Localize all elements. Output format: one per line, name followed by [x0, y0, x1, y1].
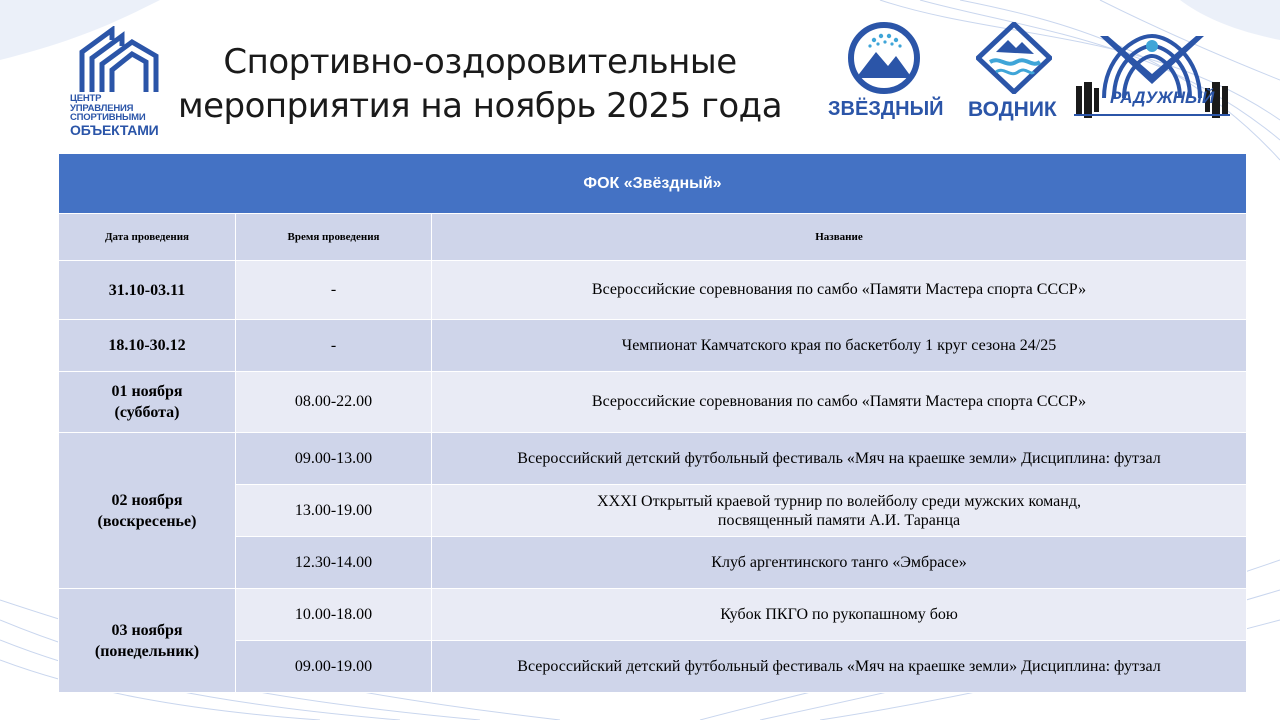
event-name-cell: Кубок ПКГО по рукопашному бою	[432, 589, 1247, 641]
raduzhny-logo	[1074, 28, 1230, 122]
time-cell: 10.00-18.00	[236, 589, 432, 641]
time-cell: -	[236, 261, 432, 320]
event-name-cell: Чемпионат Камчатского края по баскетболу 1 круг сезона 24/25	[432, 320, 1247, 372]
time-cell: 09.00-19.00	[236, 641, 432, 693]
table-row	[59, 372, 1247, 433]
schedule-table	[58, 153, 1247, 693]
event-name-cell: Всероссийский детский футбольный фестиваль «Мяч на краешке земли» Дисциплина: футзал	[432, 641, 1247, 693]
logo-caption-line1: ЦЕНТР УПРАВЛЕНИЯ	[70, 93, 134, 114]
event-name-cell: Клуб аргентинского танго «Эмбрасе»	[432, 537, 1247, 589]
table-row	[59, 641, 1247, 693]
table-row	[59, 433, 1247, 485]
zvezdny-wordmark: ЗВЁЗДНЫЙ	[828, 98, 944, 120]
date-cell: 31.10-03.11	[59, 261, 236, 320]
column-header-name: Название	[432, 214, 1247, 261]
table-row	[59, 589, 1247, 641]
time-cell: 13.00-19.00	[236, 485, 432, 537]
table-row	[59, 485, 1247, 537]
title-line1: Спортивно-оздоровительные	[223, 42, 737, 82]
table-row	[59, 261, 1247, 320]
time-cell: 08.00-22.00	[236, 372, 432, 433]
venue-title: ФОК «Звёздный»	[59, 154, 1247, 214]
center-management-logo	[70, 26, 162, 138]
column-header-time: Время проведения	[236, 214, 432, 261]
star-mountain-icon	[844, 22, 924, 94]
mountain-wave-icon	[976, 22, 1052, 94]
striped-arc-icon	[76, 26, 162, 94]
event-name-cell: Всероссийский детский футбольный фестиваль «Мяч на краешке земли» Дисциплина: футзал	[432, 433, 1247, 485]
event-name-cell: Всероссийские соревнования по самбо «Памяти Мастера спорта СССР»	[432, 261, 1247, 320]
date-cell: 03 ноября (понедельник)	[59, 589, 236, 693]
time-cell: -	[236, 320, 432, 372]
vodnik-logo	[966, 22, 1062, 122]
date-cell: 02 ноября (воскресенье)	[59, 433, 236, 589]
vodnik-wordmark: ВОДНИК	[968, 98, 1057, 121]
event-name-cell: Всероссийские соревнования по самбо «Памяти Мастера спорта СССР»	[432, 372, 1247, 433]
page-title	[160, 40, 800, 128]
logo-caption-line3: ОБЪЕКТАМИ	[70, 121, 159, 138]
time-cell: 12.30-14.00	[236, 537, 432, 589]
zvezdny-logo	[828, 22, 944, 122]
logo-caption-line2: СПОРТИВНЫМИ	[70, 112, 146, 123]
date-cell: 18.10-30.12	[59, 320, 236, 372]
table-row	[59, 320, 1247, 372]
title-line2: мероприятия на ноябрь 2025 года	[177, 86, 783, 126]
date-cell: 01 ноября (суббота)	[59, 372, 236, 433]
event-name-cell: XXXI Открытый краевой турнир по волейболу среди мужских команд, посвященный памяти А.И. Таранца	[432, 485, 1247, 537]
raduzhny-wordmark: РАДУЖНЫЙ	[1110, 88, 1215, 107]
table-row	[59, 537, 1247, 589]
time-cell: 09.00-13.00	[236, 433, 432, 485]
column-header-date: Дата проведения	[59, 214, 236, 261]
